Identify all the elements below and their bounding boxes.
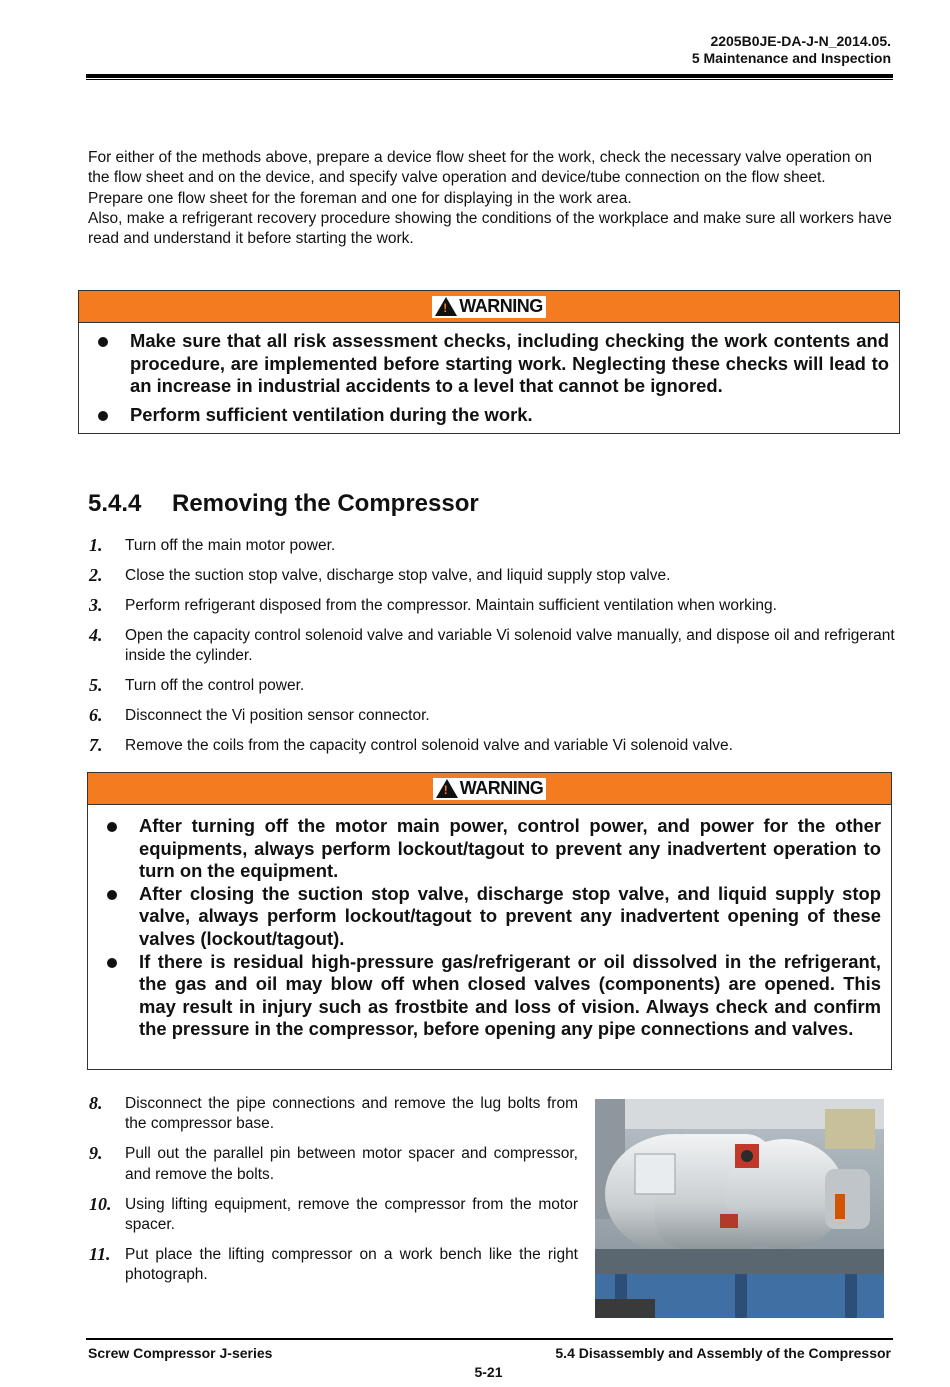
document-code: 2205B0JE-DA-J-N_2014.05. bbox=[710, 33, 891, 49]
step-number: 4. bbox=[89, 624, 103, 645]
step-number: 5. bbox=[89, 675, 103, 696]
intro-line: Prepare one flow sheet for the foreman and one for displaying in the work area. bbox=[88, 189, 632, 207]
step-item bbox=[89, 1195, 578, 1236]
warning-label: WARNING bbox=[459, 778, 544, 798]
intro-line: For either of the methods above, prepare a device flow sheet for the work, check the necessary valve operation on the flow sheet and on the device, and specify valve operation and device/tube connection on the flow sheet. bbox=[88, 149, 873, 187]
step-item bbox=[89, 736, 895, 756]
compressor-photo bbox=[595, 1099, 884, 1318]
procedure-steps-continued bbox=[89, 1094, 578, 1295]
warning-header bbox=[79, 291, 899, 323]
step-number: 11. bbox=[89, 1243, 111, 1264]
step-number: 1. bbox=[89, 535, 103, 555]
step-item bbox=[89, 676, 895, 696]
step-number: 2. bbox=[89, 564, 103, 585]
step-text: Open the capacity control solenoid valve and variable Vi solenoid valve manually, and dispose oil and refrigerant inside the cylinder. bbox=[125, 626, 895, 665]
warning-item: After closing the suction stop valve, discharge stop valve, and liquid supply stop valve, always perform lockout/tagout to prevent any inadvertent opening of these valves (lockout/tagout). bbox=[88, 883, 881, 951]
step-text: Pull out the parallel pin between motor spacer and compressor, and remove the bolts. bbox=[125, 1145, 578, 1183]
warning-list bbox=[79, 323, 899, 426]
warning-list bbox=[88, 805, 891, 1041]
page-number-container bbox=[0, 1364, 950, 1380]
chapter-title: 5 Maintenance and Inspection bbox=[691, 50, 891, 66]
step-item bbox=[89, 536, 895, 556]
footer-section: 5.4 Disassembly and Assembly of the Compressor bbox=[555, 1345, 891, 1361]
step-item bbox=[89, 626, 895, 667]
warning-triangle-icon: ! bbox=[435, 297, 457, 316]
warning-box bbox=[78, 290, 900, 434]
section-title: Removing the Compressor bbox=[172, 490, 479, 517]
step-text: Perform refrigerant disposed from the compressor. Maintain sufficient ventilation when working. bbox=[125, 596, 777, 614]
step-number: 3. bbox=[89, 594, 103, 615]
intro-line: Also, make a refrigerant recovery procedure showing the conditions of the workplace and make sure all workers have read and understand it before starting the work. bbox=[88, 209, 892, 248]
step-number: 10. bbox=[89, 1193, 112, 1214]
warning-box bbox=[87, 772, 892, 1070]
header-rule bbox=[86, 74, 893, 78]
step-number: 8. bbox=[89, 1093, 103, 1113]
footer-rule bbox=[86, 1338, 893, 1340]
step-number: 6. bbox=[89, 705, 103, 726]
warning-item: If there is residual high-pressure gas/refrigerant or oil dissolved in the refrigerant, the gas and oil may blow off when closed valves (components) are opened. This may result in injury such as frostbite and loss of vision. Always check and confirm the pressure in the compressor, before opening any pipe connections and valves. bbox=[88, 951, 881, 1041]
step-item bbox=[89, 566, 895, 586]
warning-item: Perform sufficient ventilation during the work. bbox=[79, 404, 889, 427]
section-heading bbox=[88, 490, 479, 518]
warning-header bbox=[88, 773, 891, 805]
step-item bbox=[89, 706, 895, 726]
warning-badge bbox=[432, 296, 546, 318]
step-text: Disconnect the pipe connections and remove the lug bolts from the compressor base. bbox=[125, 1095, 578, 1133]
step-number: 7. bbox=[89, 735, 103, 756]
intro-paragraph bbox=[88, 148, 894, 249]
step-text: Using lifting equipment, remove the compressor from the motor spacer. bbox=[125, 1195, 578, 1233]
warning-item: After turning off the motor main power, control power, and power for the other equipments, always perform lockout/tagout to prevent any inadvertent operation to turn on the equipment. bbox=[88, 815, 881, 883]
warning-label: WARNING bbox=[459, 296, 543, 316]
header-rule-thin bbox=[86, 79, 893, 80]
procedure-steps bbox=[89, 536, 895, 766]
step-text: Put place the lifting compressor on a work bench like the right photograph. bbox=[125, 1245, 578, 1284]
step-number: 9. bbox=[89, 1143, 103, 1164]
step-item bbox=[89, 1245, 578, 1286]
warning-badge bbox=[433, 778, 547, 800]
step-text: Turn off the control power. bbox=[125, 677, 305, 695]
footer-product: Screw Compressor J-series bbox=[88, 1345, 273, 1361]
step-item bbox=[89, 1094, 578, 1135]
step-text: Close the suction stop valve, discharge stop valve, and liquid supply stop valve. bbox=[125, 566, 671, 584]
step-text: Turn off the main motor power. bbox=[125, 537, 336, 554]
warning-triangle-icon: ! bbox=[436, 779, 458, 798]
compressor-photo-image bbox=[595, 1099, 884, 1318]
step-text: Disconnect the Vi position sensor connector. bbox=[125, 707, 430, 725]
page-number: 5-21 bbox=[474, 1364, 503, 1380]
step-text: Remove the coils from the capacity control solenoid valve and variable Vi solenoid valve. bbox=[125, 737, 733, 755]
section-number: 5.4.4 bbox=[88, 490, 142, 517]
step-item bbox=[89, 596, 895, 616]
warning-item: Make sure that all risk assessment checks, including checking the work contents and procedure, are implemented before starting work. Neglecting these checks will lead to an increase in industrial accidents to a level that cannot be ignored. bbox=[79, 330, 889, 398]
step-item bbox=[89, 1144, 578, 1185]
